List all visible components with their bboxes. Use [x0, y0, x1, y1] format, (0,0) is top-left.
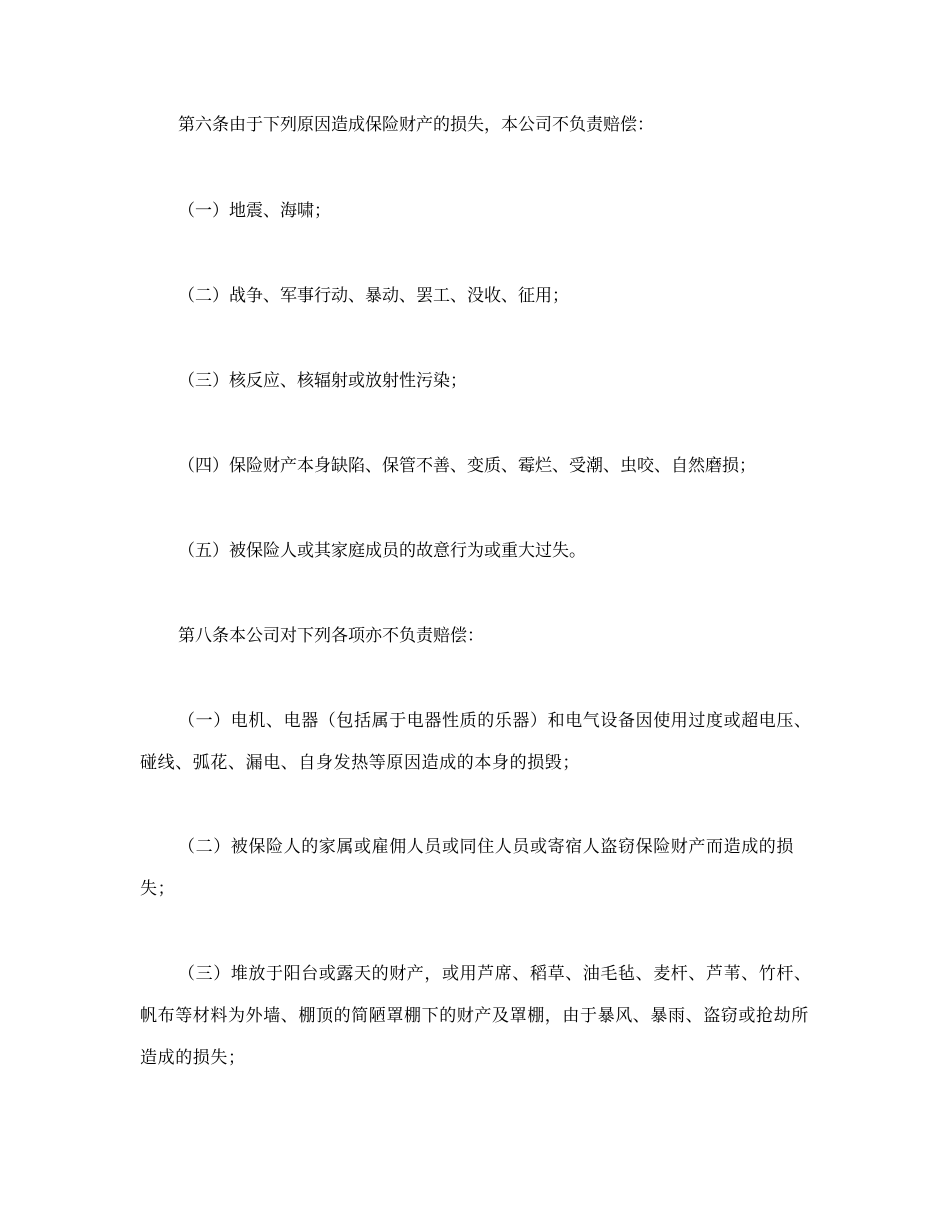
article-6-item-1: （一）地震、海啸；: [178, 201, 331, 221]
article-8-item-2: （二）被保险人的家属或雇佣人员或同住人员或寄宿人盗窃保险财产而造成的损失；: [140, 837, 794, 899]
article-6-item-2: （二）战争、军事行动、暴动、罢工、没收、征用；: [178, 286, 569, 306]
article-8-item-3: （三）堆放于阳台或露天的财产，或用芦席、稻草、油毛毡、麦杆、芦苇、竹杆、帆布等材料为外墙、棚顶的简陋罩棚下的财产及罩棚，由于暴风、暴雨、盗窃或抢劫所造成的损失；: [140, 964, 812, 1068]
article-6-item-5: （五）被保险人或其家庭成员的故意行为或重大过失。: [178, 541, 586, 561]
article-8-item-1: （一）电机、电器（包括属于电器性质的乐器）和电气设备因使用过度或超电压、碰线、弧花、漏电、自身发热等原因造成的本身的损毁；: [140, 711, 812, 773]
article-8-heading: 第八条本公司对下列各项亦不负责赔偿：: [178, 626, 484, 646]
article-6-heading: 第六条由于下列原因造成保险财产的损失，本公司不负责赔偿：: [178, 115, 654, 135]
article-6-item-4: （四）保险财产本身缺陷、保管不善、变质、霉烂、受潮、虫咬、自然磨损；: [178, 456, 756, 476]
article-6-item-3: （三）核反应、核辐射或放射性污染；: [178, 371, 467, 391]
